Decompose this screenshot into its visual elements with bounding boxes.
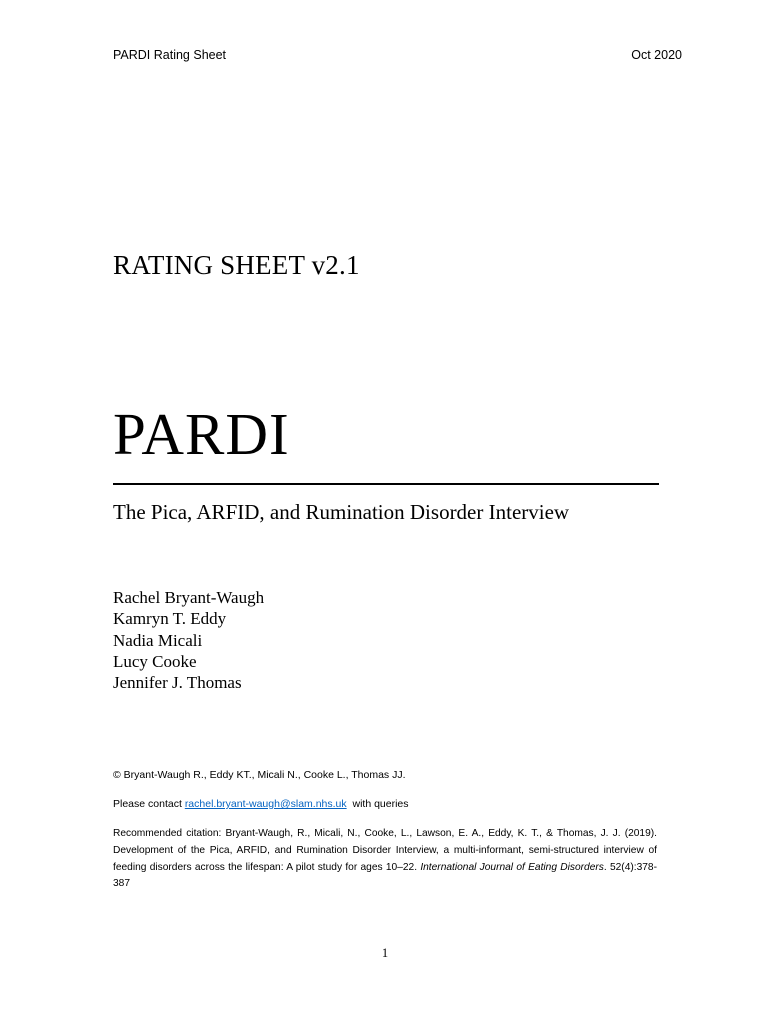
contact-email-link[interactable]: rachel.bryant-waugh@slam.nhs.uk: [184, 798, 347, 810]
contact-prefix: Please contact: [113, 798, 182, 810]
citation-journal: International Journal of Eating Disorders: [420, 861, 604, 873]
author-name: Nadia Micali: [113, 630, 203, 650]
contact-line: [113, 798, 409, 810]
running-header-title: PARDI Rating Sheet: [113, 48, 227, 62]
document-subtitle: RATING SHEET v2.1: [113, 250, 360, 280]
author-name: Kamryn T. Eddy: [113, 609, 227, 629]
document-title: PARDI: [113, 401, 290, 467]
copyright-notice: © Bryant-Waugh R., Eddy KT., Micali N., Cooke L., Thomas JJ.: [113, 769, 406, 781]
running-header-date: Oct 2020: [631, 48, 682, 62]
interview-full-name: The Pica, ARFID, and Rumination Disorder Interview: [113, 500, 570, 524]
title-divider: [113, 483, 659, 485]
author-name: Jennifer J. Thomas: [113, 673, 242, 693]
author-name: Lucy Cooke: [113, 651, 197, 671]
author-name: Rachel Bryant-Waugh: [113, 588, 265, 607]
citation-volume: . 52(4):378-387: [113, 861, 657, 890]
contact-suffix: with queries: [352, 798, 409, 810]
author-list: [113, 587, 264, 693]
recommended-citation: [113, 826, 657, 893]
page-number: 1: [381, 946, 389, 960]
citation-text: Recommended citation: Bryant-Waugh, R., Micali, N., Cooke, L., Lawson, E. A., Eddy, K. T., & Thomas, J. J. (2019). Development of the Pica, ARFID, and Rumination Disorder Interview, a multi-informant, semi-structured interview of feeding disorders across the lifespan: A pilot study for ages 10–22.: [113, 828, 657, 873]
